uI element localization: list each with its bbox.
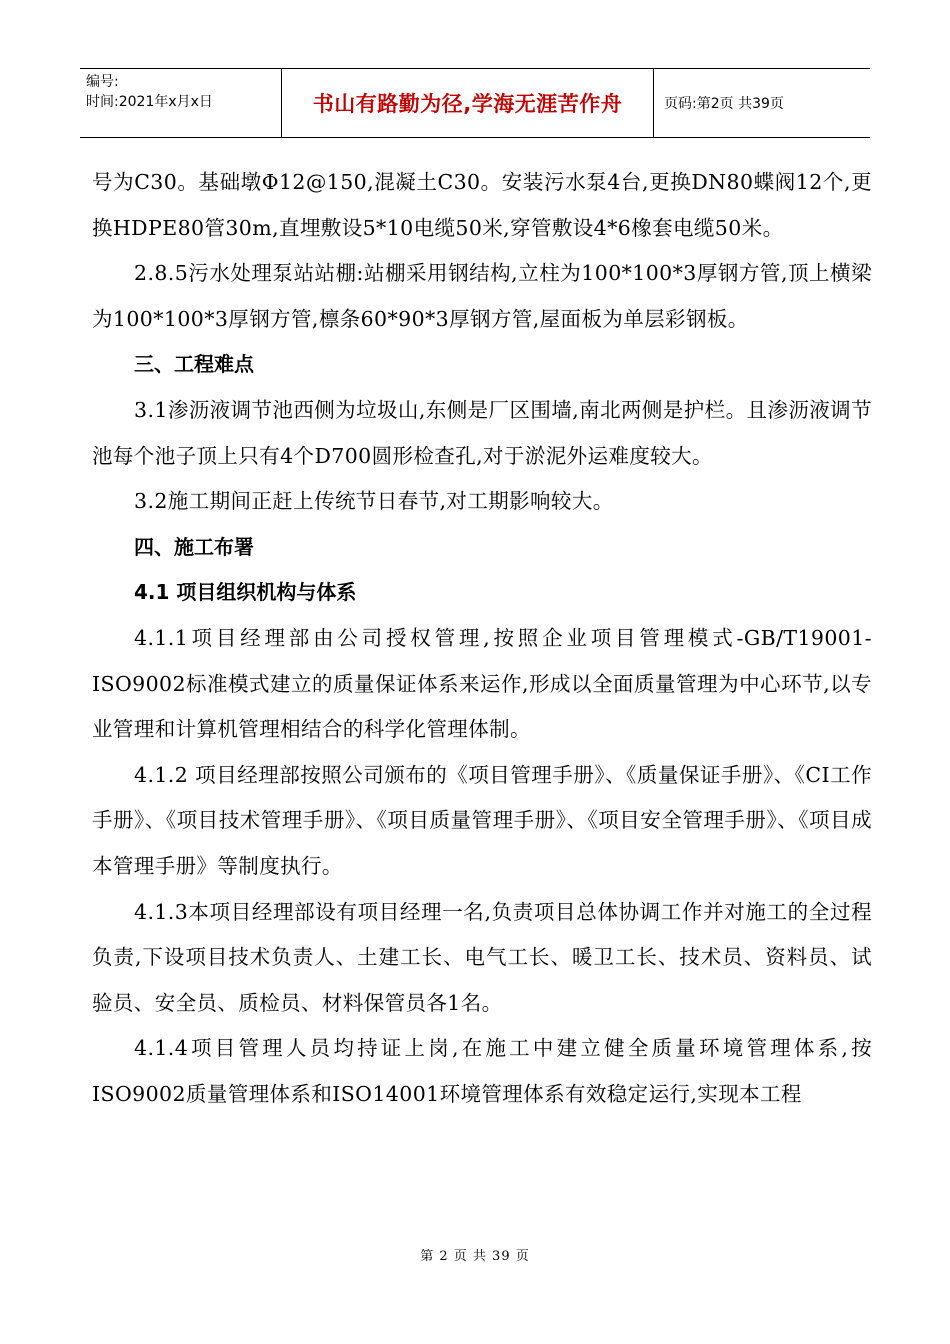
body-paragraph: 4.1.3本项目经理部设有项目经理一名,负责项目总体协调工作并对施工的全过程负责,下设项目技术负责人、土建工长、电气工长、暖卫工长、技术员、资料员、试验员、安全员、质检员、材料保管员各1名。 [92,899,872,1015]
document-number: 编号: [86,74,119,90]
header-motto-cell [282,69,654,137]
header-meta [80,69,282,137]
header-motto: 书山有路勤为径,学海无涯苦作舟 [312,92,623,116]
page-footer: 第 2 页 共 39 页 [420,1249,530,1264]
section-heading: 四、施工布署 [134,534,254,559]
document-date: 时间:2021年x月x日 [86,94,213,110]
body-paragraph: 号为C30。基础墩Φ12@150,混凝土C30。安装污水泵4台,更换DN80蝶阀12个,更换HDPE80管30m,直埋敷设5*10电缆50米,穿管敷设4*6橡套电缆50米。 [92,170,872,240]
page-header [80,68,870,138]
body-paragraph: 4.1.1项目经理部由公司授权管理,按照企业项目管理模式-GB/T19001-ISO9002标准模式建立的质量保证体系来运作,形成以全面质量管理为中心环节,以专业管理和计算机管理相结合的科学化管理体制。 [92,625,872,742]
body-paragraph: 2.8.5污水处理泵站站棚:站棚采用钢结构,立柱为100*100*3厚钢方管,顶上横梁为100*100*3厚钢方管,檩条60*90*3厚钢方管,屋面板为单层彩钢板。 [92,261,872,331]
document-body [92,160,872,1117]
body-paragraph: 4.1.4项目管理人员均持证上岗,在施工中建立健全质量环境管理体系,按ISO9002质量管理体系和ISO14001环境管理体系有效稳定运行,实现本工程 [92,1036,872,1106]
section-heading: 三、工程难点 [134,352,254,377]
body-paragraph: 3.2施工期间正赶上传统节日春节,对工期影响较大。 [134,489,614,514]
body-paragraph: 3.1渗沥液调节池西侧为垃圾山,东侧是厂区围墙,南北两侧是护栏。且渗沥液调节池每个池子顶上只有4个D700圆形检查孔,对于淤泥外运难度较大。 [92,397,872,468]
header-page-info: 页码:第2页 共39页 [664,96,784,112]
body-paragraph: 4.1.2 项目经理部按照公司颁布的《项目管理手册》、《质量保证手册》、《CI工作手册》、《项目技术管理手册》、《项目质量管理手册》、《项目安全管理手册》、《项目成本管理手册》等制度执行。 [92,762,872,878]
section-heading: 4.1 项目组织机构与体系 [134,580,357,605]
